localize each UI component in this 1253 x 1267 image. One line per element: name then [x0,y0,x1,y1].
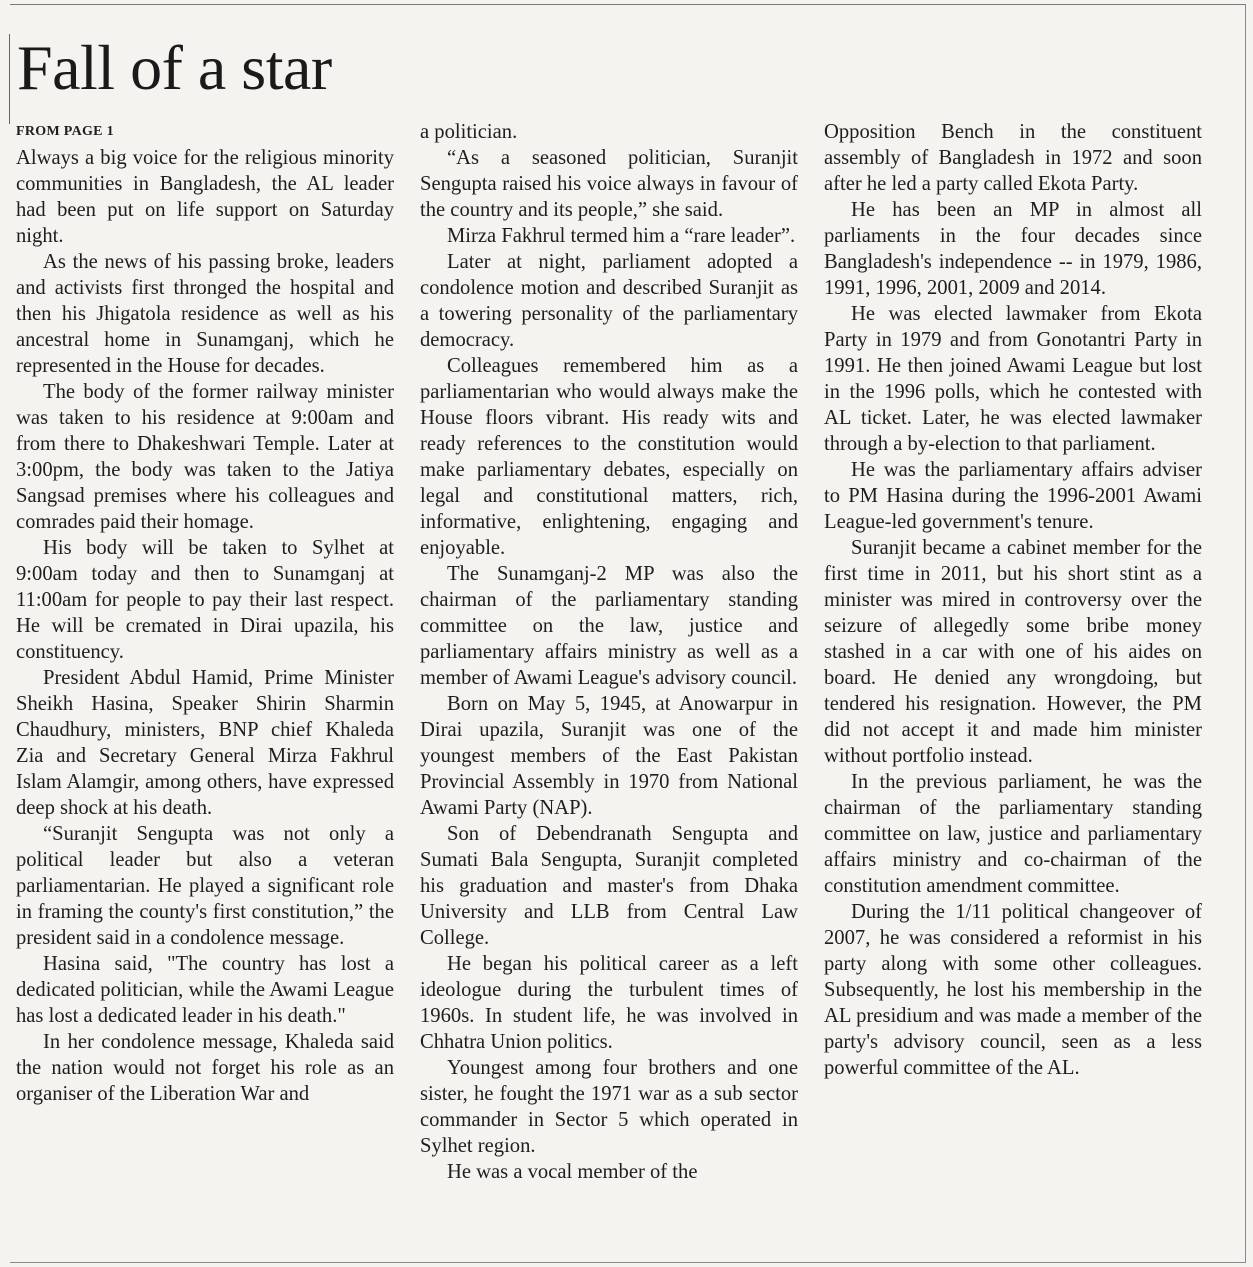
paragraph: The Sunamganj-2 MP was also the chairman of the parliamentary standing committee on the law, justice and parliamentary affairs ministry as well as a member of Awami League's advisory council. [420,563,798,689]
paragraph: In the previous parliament, he was the chairman of the parliamentary standing committee on law, justice and parliamentary affairs ministry and co-chairman of the constitution amendment committee. [824,771,1202,897]
article-column-2 [420,119,798,1185]
paragraph: He was a vocal member of the [447,1161,698,1183]
paragraph: Youngest among four brothers and one sister, he fought the 1971 war as a sub sector commander in Sector 5 which operated in Sylhet region. [420,1057,798,1157]
headline: Fall of a star [17,32,332,103]
paragraph: Born on May 5, 1945, at Anowarpur in Dirai upazila, Suranjit was one of the youngest members of the East Pakistan Provincial Assembly in 1970 from National Awami Party (NAP). [420,693,798,819]
paragraph: Always a big voice for the religious minority communities in Bangladesh, the AL leader had been put on life support on Saturday night. [16,147,394,247]
paragraph: Opposition Bench in the constituent assembly of Bangladesh in 1972 and soon after he led a party called Ekota Party. [824,121,1202,195]
paragraph: Mirza Fakhrul termed him a “rare leader”. [447,225,796,247]
paragraph: In her condolence message, Khaleda said the nation would not forget his role as an organiser of the Liberation War and [16,1031,394,1105]
dateline: FROM PAGE 1 [16,124,114,139]
paragraph: Son of Debendranath Sengupta and Sumati Bala Sengupta, Suranjit completed his graduation and master's from Dhaka University and LLB from Central Law College. [420,823,798,949]
top-rule [10,4,1245,5]
paragraph: He has been an MP in almost all parliaments in the four decades since Bangladesh's independence -- in 1979, 1986, 1991, 1996, 2001, 2009 and 2014. [824,199,1202,299]
paragraph: “As a seasoned politician, Suranjit Sengupta raised his voice always in favour of the country and its people,” she said. [420,147,798,221]
paragraph: a politician. [420,121,518,143]
right-rule [1245,4,1246,1263]
paragraph: President Abdul Hamid, Prime Minister Sheikh Hasina, Speaker Shirin Sharmin Chaudhury, ministers, BNP chief Khaleda Zia and Secretary General Mirza Fakhrul Islam Alamgir, among others, have expressed deep shock at his death. [16,667,394,819]
paragraph: His body will be taken to Sylhet at 9:00am today and then to Sunamganj at 11:00am for people to pay their last respect. He will be cremated in Dirai upazila, his constituency. [16,537,394,663]
paragraph: Suranjit became a cabinet member for the first time in 2011, but his short stint as a minister was mired in controversy over the seizure of allegedly some bribe money stashed in a car with one of his aides on board. He denied any wrongdoing, but tendered his resignation. However, the PM did not accept it and made him minister without portfolio instead. [824,537,1202,767]
article-column-3 [824,119,1202,1081]
article-column-1 [16,119,394,1107]
paragraph: Later at night, parliament adopted a condolence motion and described Suranjit as a towering personality of the parliamentary democracy. [420,251,798,351]
paragraph: He was elected lawmaker from Ekota Party in 1979 and from Gonotantri Party in 1991. He then joined Awami League but lost in the 1996 polls, which he contested with AL ticket. Later, he was elected lawmaker through a by-election to that parliament. [824,303,1202,455]
headline-rule [9,34,10,124]
paragraph: “Suranjit Sengupta was not only a political leader but also a veteran parliamentarian. He played a significant role in framing the county's first constitution,” the president said in a condolence message. [16,823,394,949]
bottom-rule [10,1262,1245,1263]
paragraph: Colleagues remembered him as a parliamentarian who would always make the House floors vibrant. His ready wits and ready references to the constitution would make parliamentary debates, especially on legal and constitutional matters, rich, informative, enlightening, engaging and enjoyable. [420,355,798,559]
paragraph: The body of the former railway minister was taken to his residence at 9:00am and from there to Dhakeshwari Temple. Later at 3:00pm, the body was taken to the Jatiya Sangsad premises where his colleagues and comrades paid their homage. [16,381,394,533]
paragraph: He was the parliamentary affairs adviser to PM Hasina during the 1996-2001 Awami League-led government's tenure. [824,459,1202,533]
paragraph: He began his political career as a left ideologue during the turbulent times of 1960s. In student life, he was involved in Chhatra Union politics. [420,953,798,1053]
paragraph: As the news of his passing broke, leaders and activists first thronged the hospital and then his Jhigatola residence as well as his ancestral home in Sunamganj, which he represented in the House for decades. [16,251,394,377]
paragraph: During the 1/11 political changeover of 2007, he was considered a reformist in his party along with some other colleagues. Subsequently, he lost his membership in the AL presidium and was made a member of the party's advisory council, seen as a less powerful committee of the AL. [824,901,1202,1079]
paragraph: Hasina said, "The country has lost a dedicated politician, while the Awami League has lost a dedicated leader in his death." [16,953,394,1027]
